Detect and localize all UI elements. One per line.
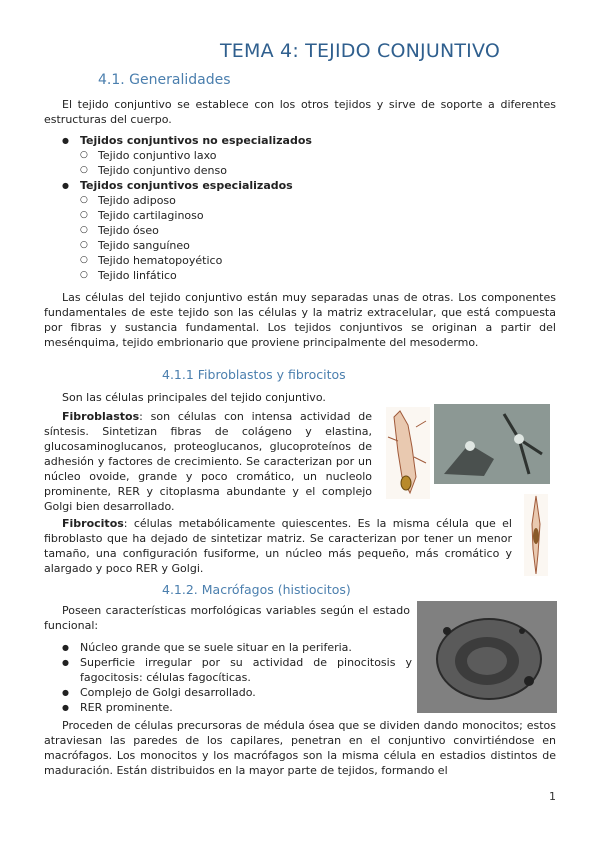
list-item: ○ Tejido conjuntivo denso xyxy=(62,163,462,178)
fibroblast-intro: Son las células principales del tejido conjuntivo. xyxy=(62,391,326,404)
intro-paragraph: El tejido conjuntivo se establece con los otros tejidos y sirve de soporte a diferentes estructuras del cuerpo. xyxy=(44,98,556,126)
list-item: ● Superficie irregular por su actividad de pinocitosis y fagocitosis: células fagocíticas. xyxy=(62,655,412,685)
list-group-heading: ● Tejidos conjuntivos no especializados xyxy=(62,133,462,148)
fibroblast-paragraph xyxy=(44,409,372,514)
page-number: 1 xyxy=(549,790,556,803)
tissue-type-list xyxy=(62,133,462,283)
fibroblast-term: Fibroblastos xyxy=(62,410,140,423)
list-item: ○ Tejido óseo xyxy=(62,223,462,238)
list-item: ● Complejo de Golgi desarrollado. xyxy=(62,685,412,700)
list-item: ○ Tejido adiposo xyxy=(62,193,462,208)
fibrocyte-term: Fibrocitos xyxy=(62,517,124,530)
fibroblast-drawing-image xyxy=(386,407,430,499)
list-item: ● Núcleo grande que se suele situar en la periferia. xyxy=(62,640,412,655)
page-title: TEMA 4: TEJIDO CONJUNTIVO xyxy=(220,40,500,62)
fibroblast-micrograph-image xyxy=(434,404,550,484)
list-item: ● RER prominente. xyxy=(62,700,412,715)
cells-paragraph: Las células del tejido conjuntivo están muy separadas unas de otras. Los componentes fundamentales de este tejido son las células y la matriz extracelular, que está compuesta por fibras y sustancia fundamental. Los tejidos conjuntivos se originan a partir del mesénquima, tejido embrionario que proviene principalmente del mesodermo. xyxy=(44,291,556,349)
list-item: ○ Tejido sanguíneo xyxy=(62,238,462,253)
section-heading-4-1-1: 4.1.1 Fibroblastos y fibrocitos xyxy=(162,367,346,382)
section-heading-4-1: 4.1. Generalidades xyxy=(98,72,231,88)
list-group-heading: ● Tejidos conjuntivos especializados xyxy=(62,178,462,193)
list-item: ○ Tejido cartilaginoso xyxy=(62,208,462,223)
section-heading-4-1-2: 4.1.2. Macrófagos (histiocitos) xyxy=(162,582,351,597)
macrophage-origin-paragraph: Proceden de células precursoras de médula ósea que se dividen dando monocitos; estos atraviesan las paredes de los capilares, penetran en el conjuntivo convirtiéndose en macrófagos. Los monocitos y los macrófagos son la misma célula en estadios distintos de maduración. Están distribuidos en la mayor parte de tejidos, formando el xyxy=(44,719,556,777)
macrophage-intro: Poseen características morfológicas variables según el estado funcional: xyxy=(44,604,410,632)
list-item: ○ Tejido conjuntivo laxo xyxy=(62,148,462,163)
macrophage-features-list xyxy=(62,640,412,715)
list-item: ○ Tejido linfático xyxy=(62,268,462,283)
list-item: ○ Tejido hematopoyético xyxy=(62,253,462,268)
fibrocyte-paragraph xyxy=(44,516,512,576)
fibroblast-text: : son células con intensa actividad de síntesis. Sintetizan fibras de colágeno y elastina, glucosaminoglucanos, proteoglucanos, glucoproteínos de adhesión y factores de crecimiento. Se caracterizan por un núcleo ovoide, grande y poco cromático, un nucleolo prominente, RER y citoplasma abundante y el complejo Golgi bien desarrollado. xyxy=(44,410,372,513)
macrophage-micrograph-image xyxy=(417,601,557,713)
fibrocyte-text: : células metabólicamente quiescentes. Es la misma célula que el fibroblasto que ha dejado de sintetizar matriz. Se caracterizan por tener un menor tamaño, una configuración fusiforme, un núcleo más pequeño, más cromático y alargado y poco RER y Golgi. xyxy=(44,517,512,575)
fibrocyte-drawing-image xyxy=(524,494,548,576)
